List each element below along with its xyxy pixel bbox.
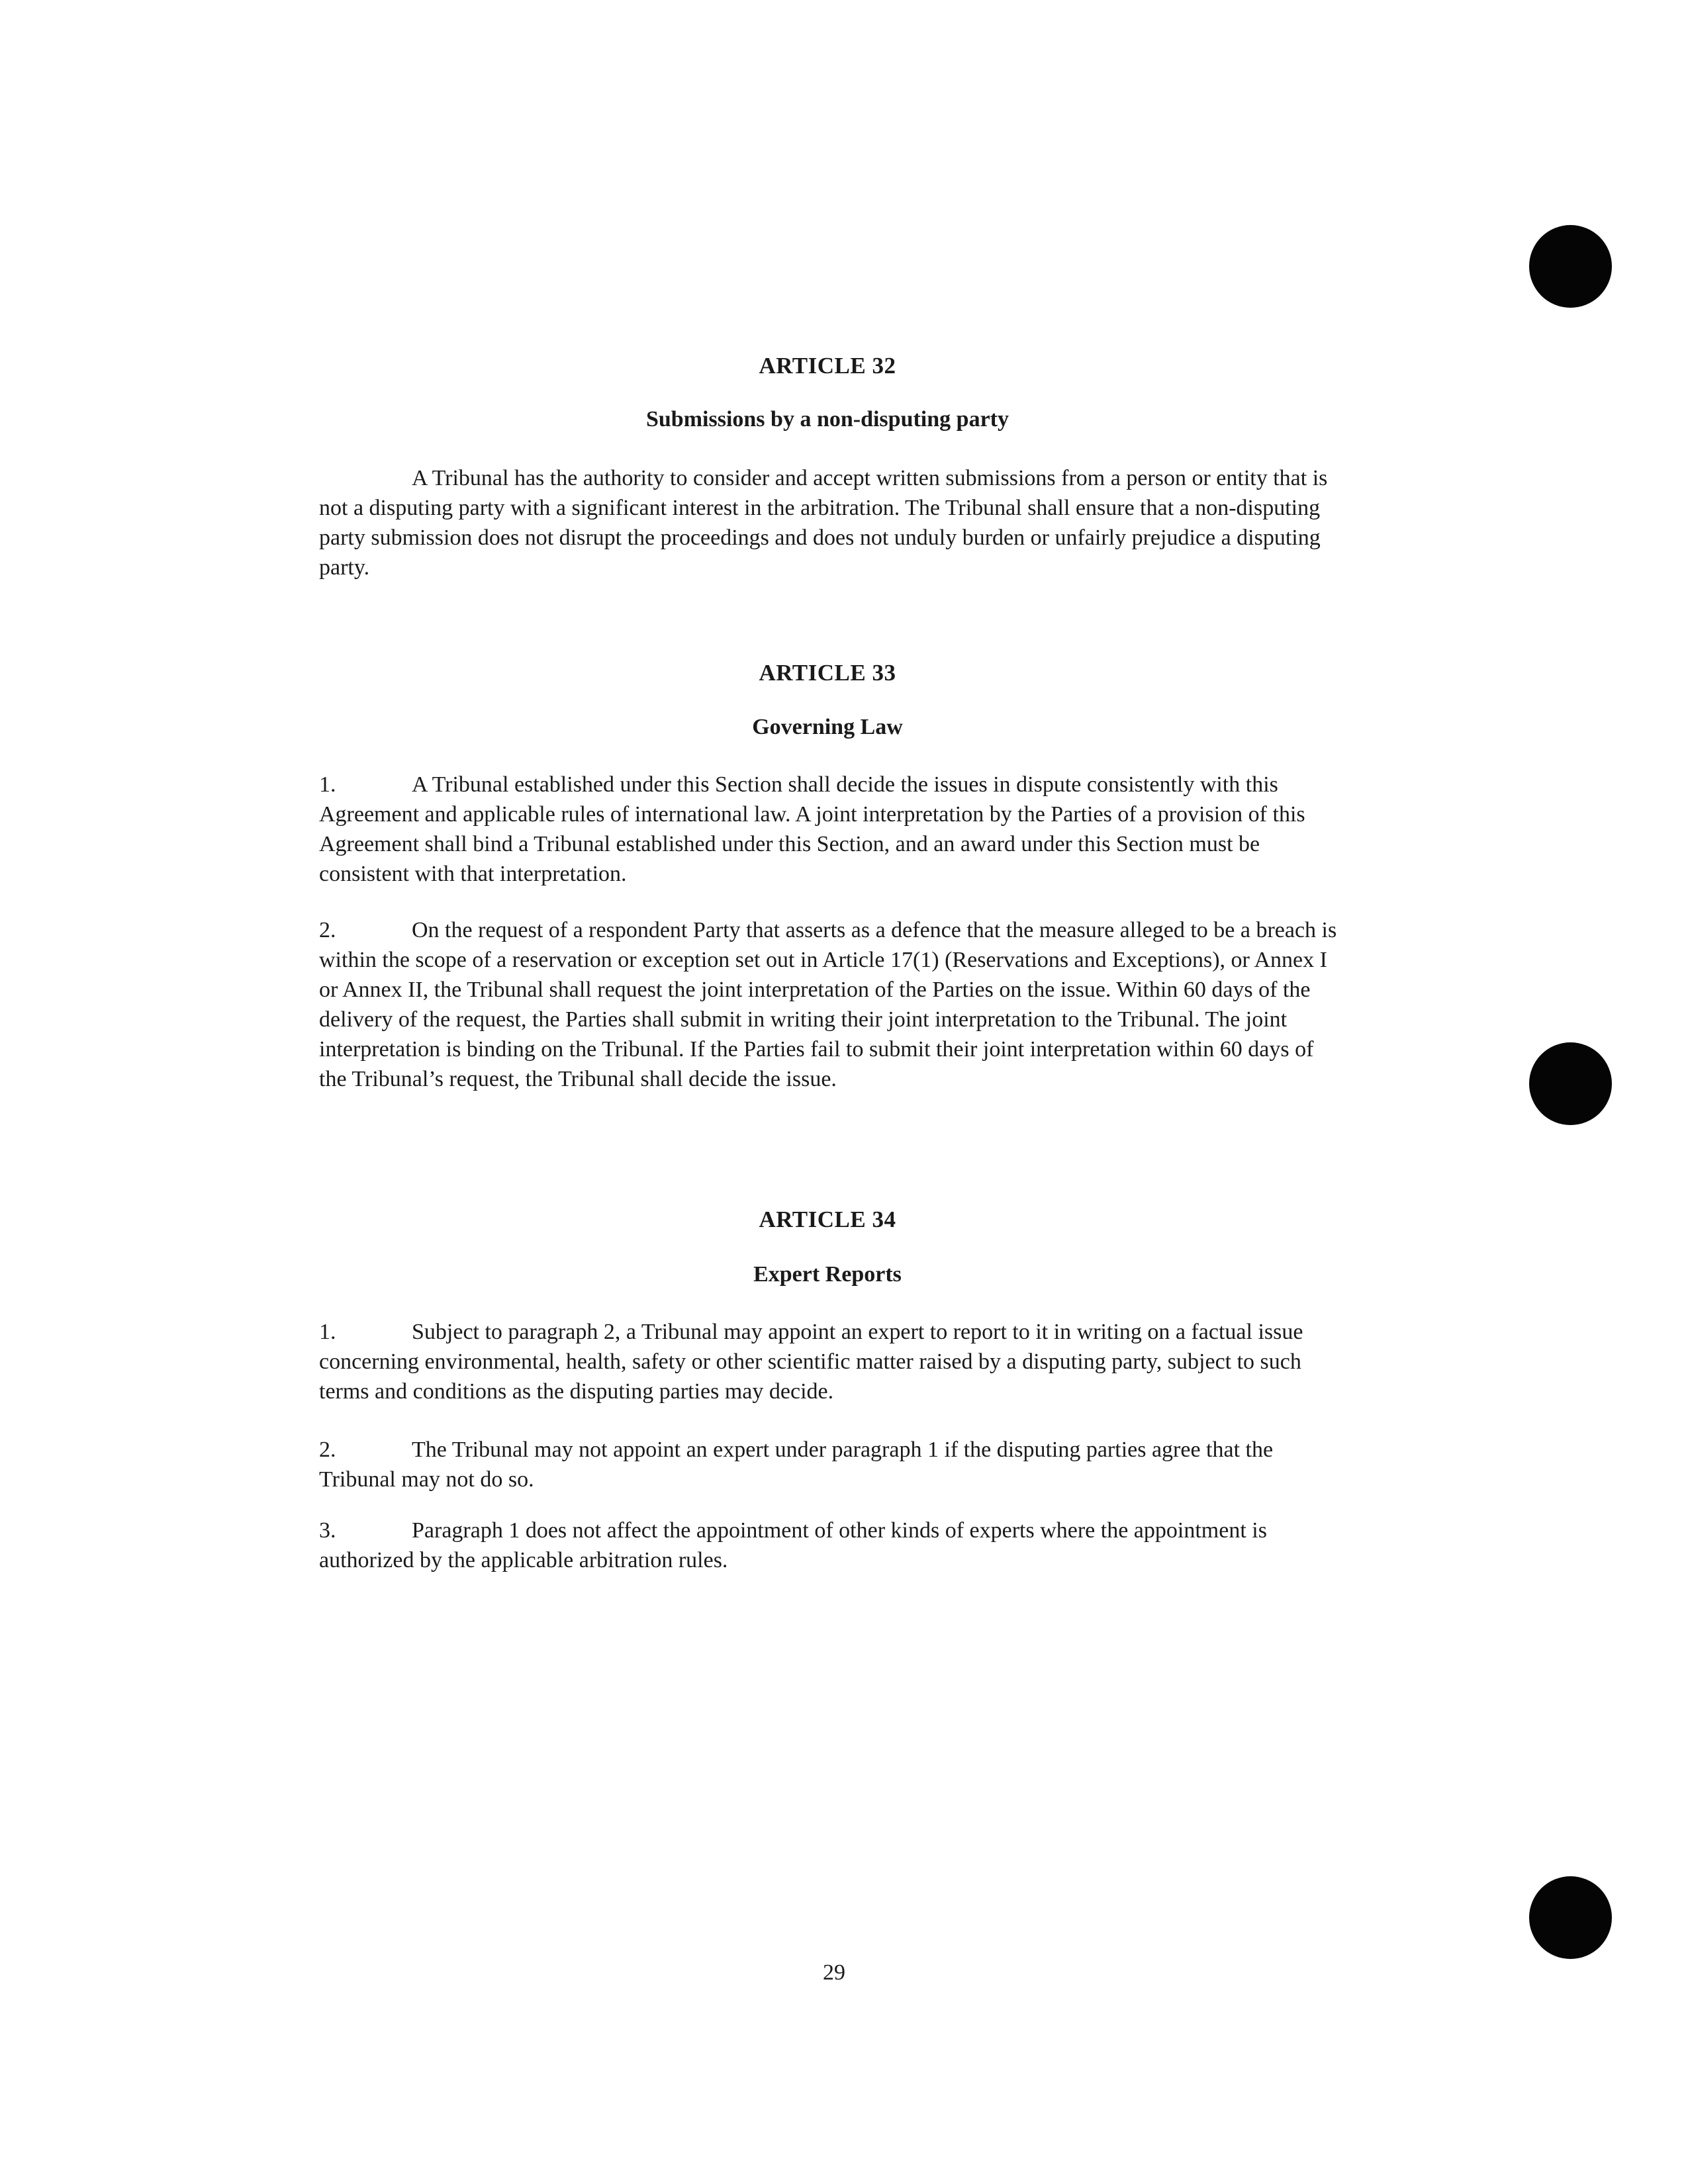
article-32-title: Submissions by a non-disputing party [645,407,1009,432]
article-33-title: Governing Law [752,715,903,739]
article-33-paragraph-2-text: On the request of a respondent Party that asserts as a defence that the measure alleged to be a breach is within the scope of a reservation or exception set out in Article 17(1) (Reservations and Exceptions), or Annex I or Annex II, the Tribunal shall request the joint interpretation of the Parties on the issue. Within 60 days of the delivery of the request, the Parties shall submit in writing their joint interpretation to the Tribunal. The joint interpretation is binding on the Tribunal. If the Parties fail to submit their joint interpretation within 60 days of the Tribunal’s request, the Tribunal shall decide the issue. [319,918,1337,1091]
article-34-heading: ARTICLE 34 [759,1206,896,1232]
page-number: 29 [823,1960,845,1985]
article-34-paragraph-2 [319,1435,1338,1494]
article-33-paragraph-2 [319,915,1338,1094]
article-34-paragraph-2-text: The Tribunal may not appoint an expert under paragraph 1 if the disputing parties agree that the Tribunal may not do so. [319,1437,1274,1492]
article-33-heading: ARTICLE 33 [759,660,896,686]
punch-hole-middle [1529,1042,1612,1125]
paragraph-number: 3. [319,1518,336,1543]
article-34-paragraph-1-text: Subject to paragraph 2, a Tribunal may appoint an expert to report to it in writing on a factual issue concerning environmental, health, safety or other scientific matter raised by a disputing party, subject to such terms and conditions as the disputing parties may decide. [319,1320,1303,1404]
punch-hole-top [1529,225,1612,308]
paragraph-number: 1. [319,1320,336,1344]
article-32-paragraph-text: A Tribunal has the authority to consider and accept written submissions from a person or entity that is not a disputing party with a significant interest in the arbitration. The Tribunal shall ensure that a non-disputing party submission does not disrupt the proceedings and does not unduly burden or unfairly prejudice a disputing party. [319,466,1328,580]
paragraph-number: 1. [319,772,336,797]
article-34-paragraph-3 [319,1516,1338,1575]
article-34-title: Expert Reports [753,1262,902,1287]
punch-hole-bottom [1529,1876,1612,1959]
article-34-paragraph-1 [319,1317,1338,1406]
article-32-paragraph [319,463,1338,582]
article-33-paragraph-1 [319,770,1338,889]
article-32-heading: ARTICLE 32 [759,353,896,379]
article-33-paragraph-1-text: A Tribunal established under this Section shall decide the issues in dispute consistently with this Agreement and applicable rules of international law. A joint interpretation by the Parties of a provision of this Agreement shall bind a Tribunal established under this Section, and an award under this Section must be consistent with that interpretation. [319,772,1305,886]
paragraph-number: 2. [319,1437,336,1462]
paragraph-number: 2. [319,918,336,942]
article-34-paragraph-3-text: Paragraph 1 does not affect the appointment of other kinds of experts where the appointment is authorized by the applicable arbitration rules. [319,1518,1267,1572]
